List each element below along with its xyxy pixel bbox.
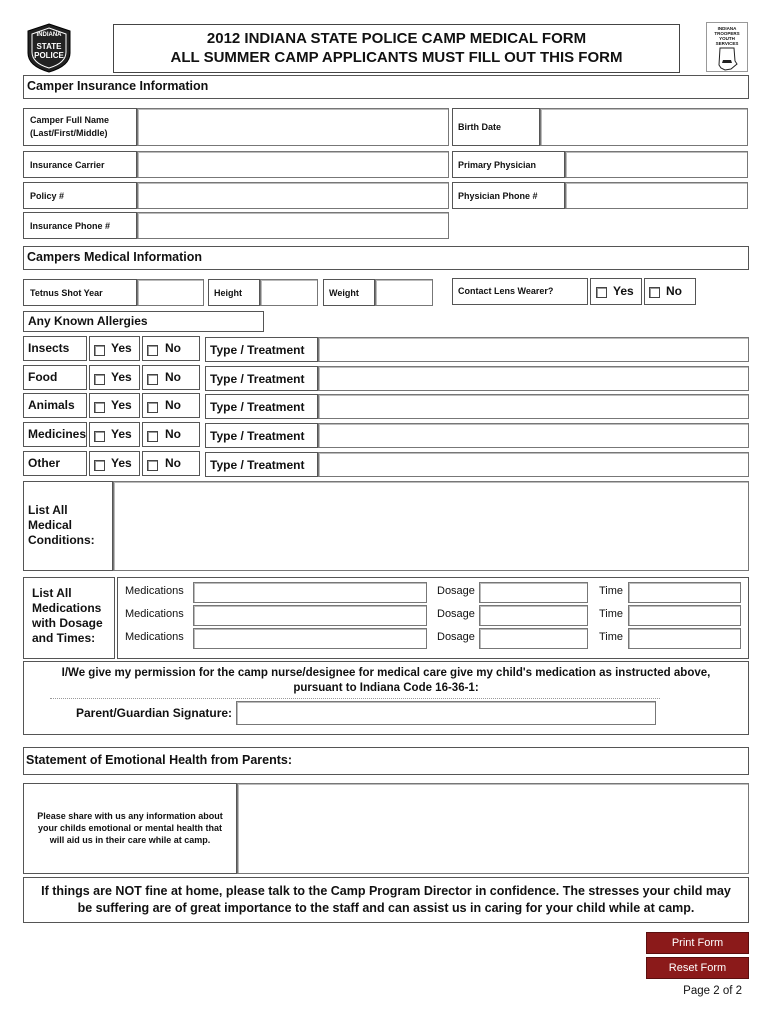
field-label: Physician Phone # bbox=[458, 191, 538, 201]
weight-label-cell bbox=[323, 279, 375, 306]
contact-lens-label-cell bbox=[452, 278, 588, 305]
time-input[interactable] bbox=[628, 605, 741, 626]
field-label: Height bbox=[214, 288, 242, 298]
checkbox-label: Yes bbox=[613, 284, 634, 298]
field-label: Medical bbox=[28, 518, 73, 532]
contact-no-checkbox[interactable] bbox=[649, 287, 660, 298]
type-treatment-input[interactable] bbox=[318, 394, 749, 419]
checkbox-label: Yes bbox=[111, 427, 132, 441]
height-input[interactable] bbox=[260, 279, 318, 306]
field-label: Dosage bbox=[437, 631, 475, 643]
section-title: Camper Insurance Information bbox=[27, 79, 209, 93]
allergy-no-cell bbox=[142, 422, 200, 447]
field-label: Conditions: bbox=[28, 533, 95, 547]
field-label: Primary Physician bbox=[458, 160, 537, 170]
page-subtitle: ALL SUMMER CAMP APPLICANTS MUST FILL OUT THIS FORM bbox=[170, 49, 623, 66]
field-label: and Times: bbox=[32, 631, 96, 645]
field-label: Time bbox=[599, 631, 624, 643]
notice-text: be suffering are of great importance to the staff and can assist us in caring for your child while at camp. bbox=[77, 901, 695, 915]
carrier-label-cell bbox=[23, 151, 137, 178]
field-label: Medications bbox=[125, 608, 184, 620]
insurance-phone-input[interactable] bbox=[137, 212, 449, 239]
contact-yes-checkbox[interactable] bbox=[596, 287, 607, 298]
field-label: Insurance Phone # bbox=[30, 221, 111, 231]
prompt-text: will aid us in their care while at camp. bbox=[49, 835, 211, 845]
divider bbox=[50, 698, 660, 699]
allergies-title: Any Known Allergies bbox=[28, 314, 148, 328]
checkbox-label: No bbox=[666, 284, 682, 298]
physician-phone-input[interactable] bbox=[565, 182, 748, 209]
primary-physician-input[interactable] bbox=[565, 151, 748, 178]
allergy-no-checkbox[interactable] bbox=[147, 431, 158, 442]
allergy-yes-cell bbox=[89, 422, 140, 447]
allergy-no-checkbox[interactable] bbox=[147, 460, 158, 471]
checkbox-label: No bbox=[165, 398, 181, 412]
type-treatment-input[interactable] bbox=[318, 366, 749, 391]
reset-form-button[interactable]: Reset Form bbox=[646, 957, 749, 979]
logo-text: SERVICES bbox=[715, 41, 739, 46]
itys-logo bbox=[706, 22, 748, 72]
time-input[interactable] bbox=[628, 582, 741, 603]
field-label: Insurance Carrier bbox=[30, 160, 105, 170]
allergy-no-cell bbox=[142, 451, 200, 476]
checkbox-label: No bbox=[165, 427, 181, 441]
allergy-row-label: Insects bbox=[28, 341, 70, 355]
allergy-row-label-cell bbox=[23, 365, 87, 390]
policy-number-input[interactable] bbox=[137, 182, 449, 209]
allergy-yes-checkbox[interactable] bbox=[94, 431, 105, 442]
type-treatment-input[interactable] bbox=[318, 452, 749, 477]
emotional-health-input[interactable] bbox=[237, 783, 749, 874]
signature-label: Parent/Guardian Signature: bbox=[76, 706, 233, 720]
dosage-input[interactable] bbox=[479, 628, 588, 649]
type-treatment-input[interactable] bbox=[318, 423, 749, 448]
emotional-section-header bbox=[23, 747, 749, 775]
tetnus-label-cell bbox=[23, 279, 137, 306]
time-input[interactable] bbox=[628, 628, 741, 649]
medical-section-header bbox=[23, 246, 749, 270]
field-label: Camper Full Name bbox=[30, 115, 110, 125]
allergy-no-checkbox[interactable] bbox=[147, 374, 158, 385]
checkbox-label: Yes bbox=[111, 398, 132, 412]
height-label-cell bbox=[208, 279, 260, 306]
permission-text: pursuant to Indiana Code 16-36-1: bbox=[293, 682, 479, 694]
allergy-no-cell bbox=[142, 365, 200, 390]
field-label: Medications bbox=[125, 585, 184, 597]
field-label: Policy # bbox=[30, 191, 65, 201]
type-treatment-label-cell bbox=[205, 452, 318, 477]
print-form-button[interactable]: Print Form bbox=[646, 932, 749, 954]
checkbox-label: Yes bbox=[111, 370, 132, 384]
allergy-yes-cell bbox=[89, 451, 140, 476]
field-label: Type / Treatment bbox=[210, 458, 305, 472]
section-title: Campers Medical Information bbox=[27, 250, 203, 264]
logo-text: YOUTH bbox=[719, 36, 735, 41]
allergy-row-label-cell bbox=[23, 336, 87, 361]
full-name-label-cell bbox=[23, 108, 137, 146]
weight-input[interactable] bbox=[375, 279, 433, 306]
type-treatment-label-cell bbox=[205, 337, 318, 362]
allergy-yes-checkbox[interactable] bbox=[94, 374, 105, 385]
allergy-no-cell bbox=[142, 393, 200, 418]
notice-text: If things are NOT fine at home, please talk to the Camp Program Director in confidence. The stresses your child may bbox=[41, 884, 731, 898]
field-label: List All bbox=[32, 586, 72, 600]
birth-date-input[interactable] bbox=[540, 108, 748, 146]
medication-name-input[interactable] bbox=[193, 605, 427, 626]
logo-text: INDIANA bbox=[36, 32, 62, 38]
field-label: Dosage bbox=[437, 608, 475, 620]
checkbox-label: Yes bbox=[111, 456, 132, 470]
field-label: with Dosage bbox=[32, 616, 103, 630]
page-title: 2012 INDIANA STATE POLICE CAMP MEDICAL FORM bbox=[206, 30, 587, 47]
type-treatment-label-cell bbox=[205, 366, 318, 391]
checkbox-label: No bbox=[165, 370, 181, 384]
field-label: Time bbox=[599, 585, 624, 597]
field-label: Time bbox=[599, 608, 624, 620]
dosage-input[interactable] bbox=[479, 582, 588, 603]
field-label: Dosage bbox=[437, 585, 475, 597]
field-label: Weight bbox=[329, 288, 359, 298]
isp-badge-logo bbox=[26, 23, 72, 73]
full-name-input[interactable] bbox=[137, 108, 449, 146]
medication-name-input[interactable] bbox=[193, 628, 427, 649]
medication-name-input[interactable] bbox=[193, 582, 427, 603]
indiana-map-icon bbox=[717, 47, 739, 71]
allergy-yes-checkbox[interactable] bbox=[94, 460, 105, 471]
allergy-row-label-cell bbox=[23, 451, 87, 476]
checkbox-label: No bbox=[165, 456, 181, 470]
allergy-row-label: Medicines bbox=[28, 427, 87, 441]
allergy-no-cell bbox=[142, 336, 200, 361]
dosage-input[interactable] bbox=[479, 605, 588, 626]
tetnus-year-input[interactable] bbox=[137, 279, 204, 306]
field-label: Type / Treatment bbox=[210, 429, 305, 443]
insurance-phone-label-cell bbox=[23, 212, 137, 239]
allergy-yes-checkbox[interactable] bbox=[94, 402, 105, 413]
logo-text: STATE bbox=[36, 42, 62, 51]
field-label: Type / Treatment bbox=[210, 343, 305, 357]
allergy-yes-checkbox[interactable] bbox=[94, 345, 105, 356]
checkbox-label: Yes bbox=[111, 341, 132, 355]
field-label: Type / Treatment bbox=[210, 372, 305, 386]
field-label: Tetnus Shot Year bbox=[30, 288, 103, 298]
field-label: Type / Treatment bbox=[210, 400, 305, 414]
type-treatment-label-cell bbox=[205, 394, 318, 419]
field-label: Birth Date bbox=[458, 122, 502, 132]
signature-input[interactable] bbox=[236, 701, 656, 725]
allergy-no-checkbox[interactable] bbox=[147, 345, 158, 356]
page-number: Page 2 of 2 bbox=[683, 985, 742, 997]
logo-text: POLICE bbox=[34, 51, 64, 60]
allergies-title-cell bbox=[23, 311, 264, 332]
emotional-prompt-cell bbox=[23, 783, 237, 874]
allergy-no-checkbox[interactable] bbox=[147, 402, 158, 413]
physician-phone-label-cell bbox=[452, 182, 565, 209]
conditions-label-cell bbox=[23, 481, 113, 571]
policy-label-cell bbox=[23, 182, 137, 209]
logo-text: INDIANA bbox=[717, 26, 737, 31]
notice-box bbox=[23, 877, 749, 923]
allergy-row-label: Animals bbox=[28, 398, 75, 412]
field-label: List All bbox=[28, 503, 68, 517]
type-treatment-label-cell bbox=[205, 423, 318, 448]
logo-text: TROOPERS bbox=[714, 31, 740, 36]
permission-text: I/We give my permission for the camp nurse/designee for medical care give my child's medication as instructed above, bbox=[61, 667, 711, 679]
medications-label-cell bbox=[23, 577, 115, 659]
section-title: Statement of Emotional Health from Parents: bbox=[26, 753, 293, 767]
title-box bbox=[113, 24, 680, 73]
physician-label-cell bbox=[452, 151, 565, 178]
contact-yes-cell bbox=[590, 278, 642, 305]
field-label: Medications bbox=[125, 631, 184, 643]
insurance-section-header bbox=[23, 75, 749, 99]
allergy-yes-cell bbox=[89, 365, 140, 390]
field-label: Contact Lens Wearer? bbox=[458, 286, 554, 296]
allergy-row-label: Other bbox=[28, 456, 61, 470]
prompt-text: your childs emotional or mental health that bbox=[37, 823, 223, 833]
prompt-text: Please share with us any information about bbox=[37, 811, 223, 821]
contact-no-cell bbox=[644, 278, 696, 305]
field-label: Medications bbox=[32, 601, 102, 615]
allergy-yes-cell bbox=[89, 393, 140, 418]
insurance-carrier-input[interactable] bbox=[137, 151, 449, 178]
allergy-row-label-cell bbox=[23, 393, 87, 418]
field-label: (Last/First/Middle) bbox=[30, 128, 108, 138]
allergy-row-label: Food bbox=[28, 370, 58, 384]
type-treatment-input[interactable] bbox=[318, 337, 749, 362]
medical-conditions-input[interactable] bbox=[113, 481, 749, 571]
birth-date-label-cell bbox=[452, 108, 540, 146]
allergy-row-label-cell bbox=[23, 422, 87, 447]
allergy-yes-cell bbox=[89, 336, 140, 361]
checkbox-label: No bbox=[165, 341, 181, 355]
